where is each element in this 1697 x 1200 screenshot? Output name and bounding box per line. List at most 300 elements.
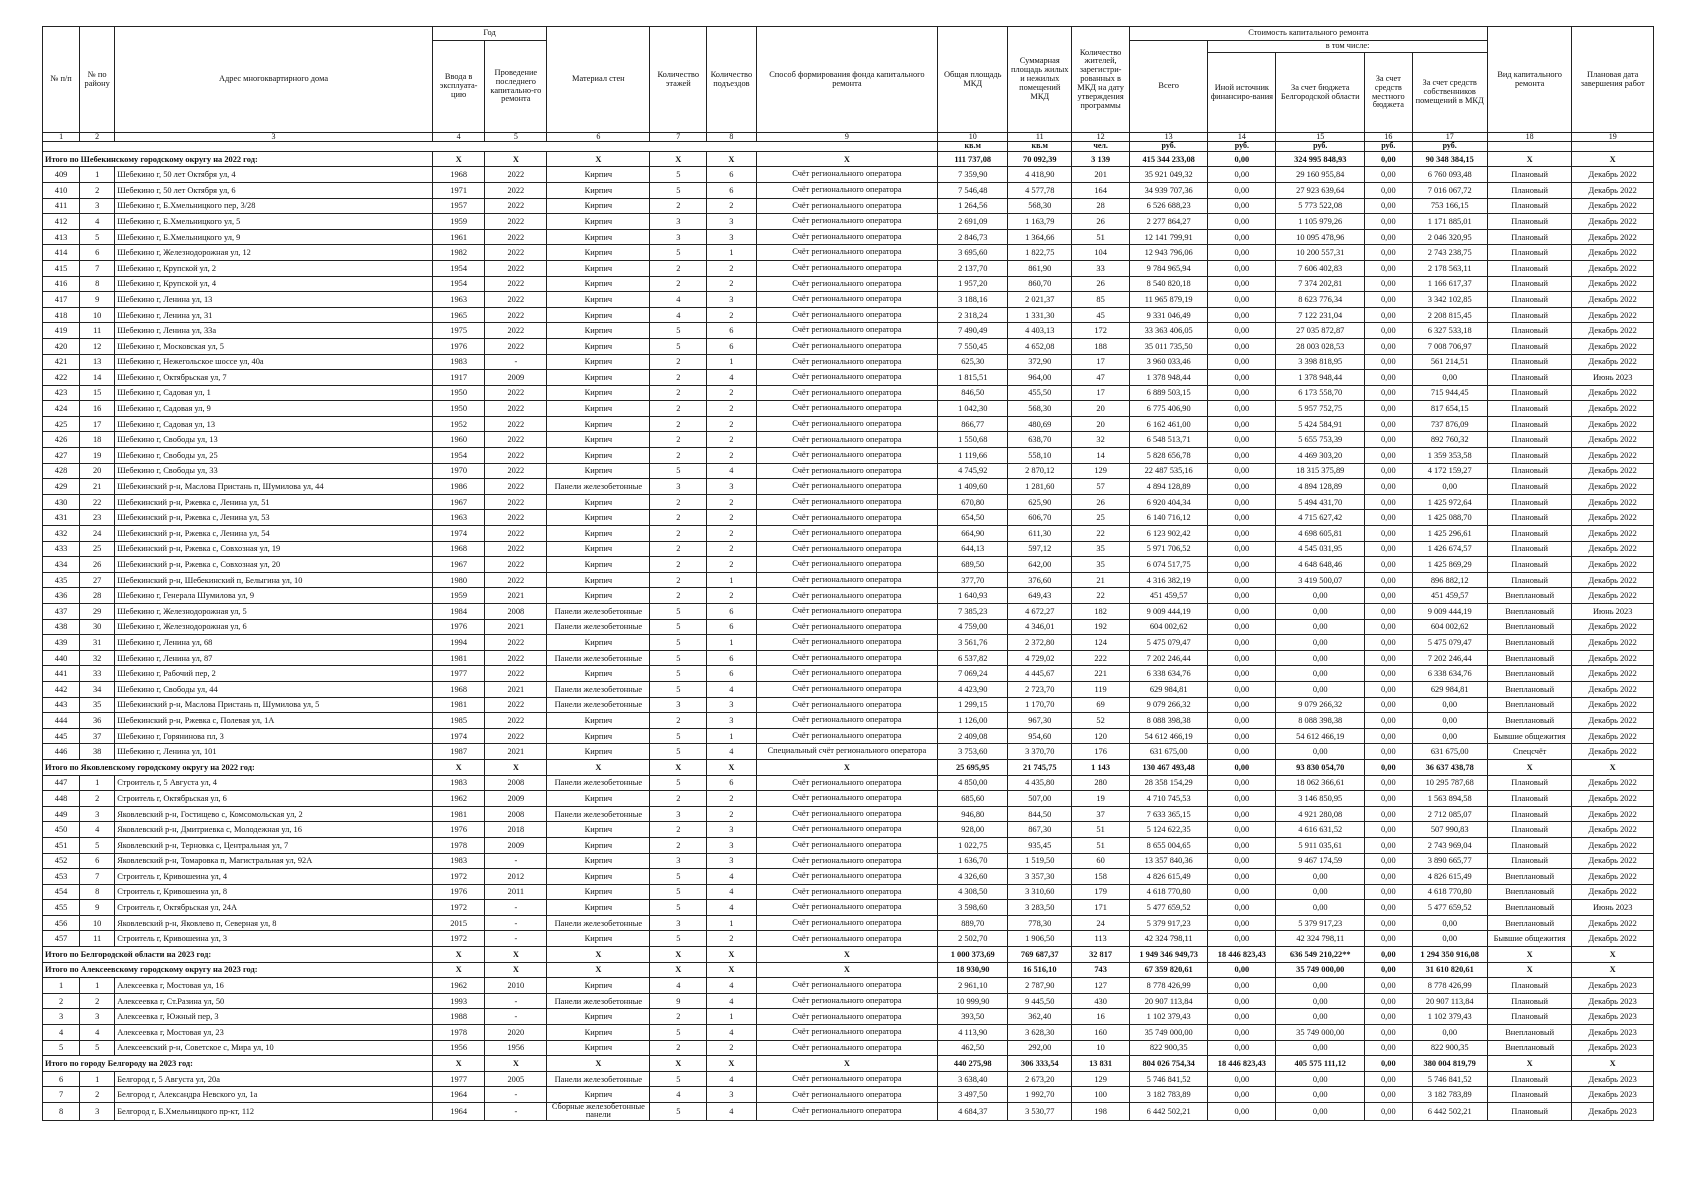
table-cell: 7 202 246,44 [1129, 650, 1207, 666]
unit-row [43, 142, 1654, 151]
table-cell: Декабрь 2022 [1572, 931, 1654, 947]
table-cell: 892 760,32 [1412, 432, 1487, 448]
table-cell: 4 698 605,81 [1276, 526, 1365, 542]
table-cell: 2 723,70 [1008, 681, 1072, 697]
table-cell: 25 [1072, 510, 1130, 526]
table-cell: 1972 [432, 869, 485, 885]
table-cell: 54 612 466,19 [1276, 728, 1365, 744]
table-cell: 844,50 [1008, 806, 1072, 822]
table-cell: 10 095 478,96 [1276, 229, 1365, 245]
table-cell: 1 [80, 775, 115, 791]
subtotal-cell: X [756, 151, 938, 167]
table-cell: 0,00 [1365, 869, 1412, 885]
table-cell: 57 [1072, 479, 1130, 495]
subtotal-cell: 67 359 820,61 [1129, 962, 1207, 978]
table-cell: 52 [1072, 713, 1130, 729]
table-cell: 0,00 [1365, 401, 1412, 417]
table-row [43, 900, 1654, 916]
table-cell: 2 502,70 [938, 931, 1008, 947]
table-cell: - [485, 853, 547, 869]
table-cell: Декабрь 2022 [1572, 557, 1654, 573]
table-cell: 3 890 665,77 [1412, 853, 1487, 869]
table-cell: 0,00 [1208, 915, 1276, 931]
table-cell: Плановый [1487, 806, 1572, 822]
table-cell: 6 140 716,12 [1129, 510, 1207, 526]
table-cell: 0,00 [1365, 557, 1412, 573]
table-cell: Яковлевский р-н, Томаровка п, Магистральная ул, 92А [115, 853, 433, 869]
table-cell: 1 957,20 [938, 276, 1008, 292]
table-cell: 9 [650, 993, 707, 1009]
table-cell: Шебекино г, Свободы ул, 13 [115, 432, 433, 448]
table-cell: 6 338 634,76 [1412, 666, 1487, 682]
table-cell: 0,00 [1276, 650, 1365, 666]
table-cell: 928,00 [938, 822, 1008, 838]
table-cell: 0,00 [1208, 292, 1276, 308]
header-year-built: Ввода в эксплуата-цию [432, 41, 485, 133]
table-cell: 36 [80, 713, 115, 729]
table-cell: 715 944,45 [1412, 385, 1487, 401]
table-cell: 2 318,24 [938, 307, 1008, 323]
table-body [43, 151, 1654, 1120]
table-cell: 0,00 [1208, 385, 1276, 401]
table-cell: Декабрь 2022 [1572, 541, 1654, 557]
table-cell: 4 [80, 1025, 115, 1041]
subtotal-cell: X [1487, 759, 1572, 775]
table-cell: 4 [707, 1103, 757, 1121]
table-cell: 119 [1072, 681, 1130, 697]
table-cell: Плановый [1487, 245, 1572, 261]
subtotal-cell: 3 139 [1072, 151, 1130, 167]
table-cell: 625,30 [938, 354, 1008, 370]
table-cell: 1967 [432, 557, 485, 573]
table-cell: Плановый [1487, 307, 1572, 323]
table-cell: 8 [80, 884, 115, 900]
table-cell: Декабрь 2022 [1572, 323, 1654, 339]
table-cell: 3 [80, 1103, 115, 1121]
table-cell: 0,00 [1208, 510, 1276, 526]
table-cell: 2009 [485, 837, 547, 853]
table-cell: 451 [43, 837, 80, 853]
table-cell: 8 088 398,38 [1129, 713, 1207, 729]
table-cell: 7 069,24 [938, 666, 1008, 682]
table-cell: 0,00 [1276, 993, 1365, 1009]
table-cell: 0,00 [1208, 1087, 1276, 1103]
table-cell: 2 [650, 526, 707, 542]
table-cell: 5 [650, 323, 707, 339]
subtotal-cell: 18 446 823,43 [1208, 947, 1276, 963]
table-cell: 1985 [432, 713, 485, 729]
table-cell: 597,12 [1008, 541, 1072, 557]
subtotal-title: Итого по Алексеевскому городскому округу на 2023 год: [43, 962, 433, 978]
table-cell: 5 477 659,52 [1412, 900, 1487, 916]
table-cell: 455 [43, 900, 80, 916]
table-cell: 415 [43, 260, 80, 276]
table-cell: 0,00 [1208, 931, 1276, 947]
table-cell: Кирпич [547, 884, 650, 900]
table-cell: 413 [43, 229, 80, 245]
table-cell: 6 [707, 182, 757, 198]
table-cell: Счёт регионального оператора [756, 276, 938, 292]
table-cell: 192 [1072, 619, 1130, 635]
table-cell: 4 759,00 [938, 619, 1008, 635]
table-cell: Счёт регионального оператора [756, 354, 938, 370]
table-cell: 3 [707, 229, 757, 245]
table-cell: 7 550,45 [938, 338, 1008, 354]
table-cell: 28 003 028,53 [1276, 338, 1365, 354]
table-cell: Шебекино г, Свободы ул, 33 [115, 463, 433, 479]
table-cell: 1963 [432, 510, 485, 526]
table-cell: 3 398 818,95 [1276, 354, 1365, 370]
table-cell: Плановый [1487, 385, 1572, 401]
table-row [43, 791, 1654, 807]
table-cell: 10 999,90 [938, 993, 1008, 1009]
table-cell: 85 [1072, 292, 1130, 308]
table-cell: 17 [80, 416, 115, 432]
table-cell: 51 [1072, 822, 1130, 838]
table-cell: 4 652,08 [1008, 338, 1072, 354]
table-cell: Кирпич [547, 588, 650, 604]
table-cell: 2 208 815,45 [1412, 307, 1487, 323]
table-cell: 2022 [485, 510, 547, 526]
table-cell: 967,30 [1008, 713, 1072, 729]
table-cell: 1994 [432, 635, 485, 651]
table-cell: 0,00 [1208, 635, 1276, 651]
table-cell: 453 [43, 869, 80, 885]
table-cell: 1 550,68 [938, 432, 1008, 448]
table-cell: 0,00 [1365, 697, 1412, 713]
table-cell: 6 760 093,48 [1412, 167, 1487, 183]
table-cell: Шебекинский р-н, Ржевка с, Совхозная ул, 19 [115, 541, 433, 557]
table-cell: Алексеевка г, Южный пер, 3 [115, 1009, 433, 1025]
table-cell: 4 [707, 900, 757, 916]
table-row [43, 370, 1654, 386]
table-cell: Шебекино г, Садовая ул, 13 [115, 416, 433, 432]
table-cell: 0,00 [1276, 681, 1365, 697]
table-cell: 292,00 [1008, 1040, 1072, 1056]
table-cell: 9 784 965,94 [1129, 260, 1207, 276]
table-cell: 4 [650, 292, 707, 308]
table-cell: 685,60 [938, 791, 1008, 807]
table-cell: 0,00 [1208, 775, 1276, 791]
table-cell: 164 [1072, 182, 1130, 198]
table-cell: Шебекино г, Свободы ул, 25 [115, 448, 433, 464]
table-cell: 188 [1072, 338, 1130, 354]
table-cell: 14 [80, 370, 115, 386]
table-cell: 425 [43, 416, 80, 432]
table-cell: 1950 [432, 401, 485, 417]
table-cell: 0,00 [1365, 915, 1412, 931]
table-cell: 3 628,30 [1008, 1025, 1072, 1041]
table-cell: Шебекинский р-н, Ржевка с, Ленина ул, 54 [115, 526, 433, 542]
table-cell: 2009 [485, 791, 547, 807]
table-cell: Счёт регионального оператора [756, 993, 938, 1009]
table-cell: Шебекинский р-н, Маслова Пристань п, Шумилова ул, 5 [115, 697, 433, 713]
table-cell: 1976 [432, 619, 485, 635]
table-cell: Декабрь 2022 [1572, 822, 1654, 838]
table-cell: 5 [650, 1025, 707, 1041]
table-cell: 2 [707, 526, 757, 542]
table-cell: 2 [707, 588, 757, 604]
table-cell: 2 [707, 931, 757, 947]
table-cell: 1917 [432, 370, 485, 386]
table-cell: Алексеевка г, Мостовая ул, 23 [115, 1025, 433, 1041]
table-cell: Кирпич [547, 510, 650, 526]
table-cell: 0,00 [1365, 635, 1412, 651]
table-cell: 437 [43, 604, 80, 620]
table-cell: 443 [43, 697, 80, 713]
table-cell: Панели железобетонные [547, 604, 650, 620]
subtotal-cell: X [707, 1056, 757, 1072]
table-cell: 2022 [485, 526, 547, 542]
column-number-cell: 2 [80, 133, 115, 142]
table-cell: 2 [650, 385, 707, 401]
table-cell: 604 002,62 [1412, 619, 1487, 635]
table-cell: Плановый [1487, 463, 1572, 479]
header-regional-budget: За счет бюджета Белгородской области [1276, 53, 1365, 133]
table-cell: 3 638,40 [938, 1071, 1008, 1087]
table-cell: 4 [80, 214, 115, 230]
table-cell: 16 [1072, 1009, 1130, 1025]
table-cell: 18 315 375,89 [1276, 463, 1365, 479]
table-cell: 0,00 [1208, 1025, 1276, 1041]
unit-cell: руб. [1365, 142, 1412, 151]
table-cell: 1954 [432, 260, 485, 276]
table-cell: 6 [707, 323, 757, 339]
unit-cell-empty [43, 142, 938, 151]
table-cell: Кирпич [547, 292, 650, 308]
table-cell: 1 042,30 [938, 401, 1008, 417]
table-cell: 23 [80, 510, 115, 526]
table-cell: 2 673,20 [1008, 1071, 1072, 1087]
subtotal-cell: 0,00 [1208, 759, 1276, 775]
table-cell: 0,00 [1412, 1025, 1487, 1041]
table-cell: 0,00 [1208, 245, 1276, 261]
table-cell: 4 618 770,80 [1412, 884, 1487, 900]
table-row [43, 697, 1654, 713]
table-cell: 0,00 [1365, 214, 1412, 230]
table-cell: 32 [1072, 432, 1130, 448]
table-cell: Счёт регионального оператора [756, 432, 938, 448]
subtotal-cell: 0,00 [1365, 151, 1412, 167]
table-cell: 1959 [432, 588, 485, 604]
table-cell: 0,00 [1208, 463, 1276, 479]
table-cell: 2 [707, 1040, 757, 1056]
table-cell: 5 [650, 900, 707, 916]
table-cell: 2022 [485, 292, 547, 308]
table-cell: Плановый [1487, 494, 1572, 510]
table-cell: 431 [43, 510, 80, 526]
subtotal-cell: X [650, 962, 707, 978]
table-cell: 5 [650, 650, 707, 666]
subtotal-cell: 0,00 [1365, 1056, 1412, 1072]
table-cell: Декабрь 2022 [1572, 260, 1654, 276]
table-row [43, 510, 1654, 526]
table-cell: 6 [707, 338, 757, 354]
subtotal-cell: 21 745,75 [1008, 759, 1072, 775]
table-cell: 4 [707, 1025, 757, 1041]
table-cell: Декабрь 2022 [1572, 666, 1654, 682]
table-cell: 2022 [485, 198, 547, 214]
table-cell: 35 [1072, 557, 1130, 573]
table-cell: 4 [707, 978, 757, 994]
unit-cell-empty [1572, 142, 1654, 151]
table-cell: Июнь 2023 [1572, 900, 1654, 916]
table-cell: Панели железобетонные [547, 806, 650, 822]
table-cell: 5 [650, 931, 707, 947]
table-cell: 172 [1072, 323, 1130, 339]
table-cell: 0,00 [1208, 666, 1276, 682]
table-cell: 4 [707, 744, 757, 760]
table-cell: Плановый [1487, 978, 1572, 994]
table-cell: Внеплановый [1487, 619, 1572, 635]
table-cell: 0,00 [1208, 713, 1276, 729]
table-cell: 3 357,30 [1008, 869, 1072, 885]
subtotal-row [43, 151, 1654, 167]
table-cell: Счёт регионального оператора [756, 775, 938, 791]
table-cell: Панели железобетонные [547, 1071, 650, 1087]
table-cell: Шебекино г, Октябрьская ул, 7 [115, 370, 433, 386]
table-cell: 631 675,00 [1129, 744, 1207, 760]
header-deadline: Плановая дата завершения работ [1572, 27, 1654, 133]
table-cell: 6 [43, 1071, 80, 1087]
table-cell: Бывшие общежития [1487, 931, 1572, 947]
subtotal-cell: 405 575 111,12 [1276, 1056, 1365, 1072]
table-cell: 2 [650, 370, 707, 386]
table-cell: 3 [707, 837, 757, 853]
table-cell: 4 715 627,42 [1276, 510, 1365, 526]
table-cell: 221 [1072, 666, 1130, 682]
table-cell: 2 [650, 541, 707, 557]
subtotal-cell: X [1572, 151, 1654, 167]
table-cell: 127 [1072, 978, 1130, 994]
table-cell: 0,00 [1365, 167, 1412, 183]
table-cell: 0,00 [1208, 354, 1276, 370]
table-cell: 2022 [485, 463, 547, 479]
subtotal-cell: X [485, 759, 547, 775]
table-cell: Яковлевский р-н, Гостищево с, Комсомольская ул, 2 [115, 806, 433, 822]
table-cell: 2008 [485, 604, 547, 620]
table-cell: 2 [80, 182, 115, 198]
table-cell: 1968 [432, 541, 485, 557]
table-cell: Внеплановый [1487, 900, 1572, 916]
table-cell: 9 467 174,59 [1276, 853, 1365, 869]
table-cell: Плановый [1487, 993, 1572, 1009]
table-cell: 2022 [485, 572, 547, 588]
table-cell: 2 787,90 [1008, 978, 1072, 994]
table-cell: 1 425 972,64 [1412, 494, 1487, 510]
table-cell: 4 921 280,08 [1276, 806, 1365, 822]
table-cell: 2 [707, 401, 757, 417]
table-cell: 31 [80, 635, 115, 651]
table-cell: Алексеевка г, Ст.Разина ул, 50 [115, 993, 433, 1009]
table-cell: Счёт регионального оператора [756, 245, 938, 261]
table-cell: 1 815,51 [938, 370, 1008, 386]
table-cell: Яковлевский р-н, Дмитриевка с, Молодежная ул, 16 [115, 822, 433, 838]
table-cell: 1 [43, 978, 80, 994]
subtotal-cell: X [1572, 962, 1654, 978]
table-cell: 3 695,60 [938, 245, 1008, 261]
table-cell: 3 310,60 [1008, 884, 1072, 900]
table-cell: 3 [80, 198, 115, 214]
table-cell: 69 [1072, 697, 1130, 713]
table-cell: 0,00 [1365, 198, 1412, 214]
table-cell: 1 102 379,43 [1412, 1009, 1487, 1025]
subtotal-cell: 306 333,54 [1008, 1056, 1072, 1072]
table-cell: Плановый [1487, 276, 1572, 292]
table-cell: Кирпич [547, 1009, 650, 1025]
table-row [43, 354, 1654, 370]
table-cell: Кирпич [547, 354, 650, 370]
table-cell: 2022 [485, 307, 547, 323]
table-cell: 446 [43, 744, 80, 760]
table-cell: Внеплановый [1487, 713, 1572, 729]
table-cell: 2022 [485, 650, 547, 666]
table-cell: Плановый [1487, 572, 1572, 588]
table-cell: 7 385,23 [938, 604, 1008, 620]
table-cell: 2022 [485, 541, 547, 557]
table-cell: Плановый [1487, 837, 1572, 853]
table-cell: 0,00 [1365, 448, 1412, 464]
table-cell: 0,00 [1365, 416, 1412, 432]
header-material: Материал стен [547, 27, 650, 133]
table-cell: Кирпич [547, 245, 650, 261]
table-cell: 411 [43, 198, 80, 214]
table-cell: 0,00 [1365, 338, 1412, 354]
table-cell: Кирпич [547, 853, 650, 869]
subtotal-title: Итого по Яковлевскому городскому округу на 2022 год: [43, 759, 433, 775]
table-cell: 2022 [485, 479, 547, 495]
table-cell: Панели железобетонные [547, 619, 650, 635]
table-cell: Внеплановый [1487, 884, 1572, 900]
table-cell: 35 749 000,00 [1129, 1025, 1207, 1041]
table-cell: 0,00 [1412, 931, 1487, 947]
table-cell: Шебекино г, Б.Хмельницкого ул, 5 [115, 214, 433, 230]
table-cell: 4 [80, 822, 115, 838]
table-cell: 1 425 088,70 [1412, 510, 1487, 526]
table-cell: 4 850,00 [938, 775, 1008, 791]
table-cell: 3 [707, 822, 757, 838]
table-cell: 5 [650, 681, 707, 697]
subtotal-cell: 1 000 373,69 [938, 947, 1008, 963]
table-cell: Шебекино г, Ленина ул, 87 [115, 650, 433, 666]
table-cell: 1980 [432, 572, 485, 588]
table-cell: 1 426 674,57 [1412, 541, 1487, 557]
table-cell: Счёт регионального оператора [756, 572, 938, 588]
table-row [43, 245, 1654, 261]
table-cell: Белгород г, Александра Невского ул, 1а [115, 1087, 433, 1103]
subtotal-row [43, 759, 1654, 775]
table-cell: 430 [1072, 993, 1130, 1009]
table-cell: 778,30 [1008, 915, 1072, 931]
table-cell: 6 920 404,34 [1129, 494, 1207, 510]
table-cell: 18 062 366,61 [1276, 775, 1365, 791]
subtotal-cell: 36 637 438,78 [1412, 759, 1487, 775]
table-row [43, 884, 1654, 900]
table-cell: 34 939 707,36 [1129, 182, 1207, 198]
table-cell: 2 [650, 198, 707, 214]
table-cell: 0,00 [1208, 728, 1276, 744]
subtotal-cell: X [650, 151, 707, 167]
table-cell: Плановый [1487, 214, 1572, 230]
table-cell: 2 [650, 588, 707, 604]
table-row [43, 1103, 1654, 1121]
table-cell: 176 [1072, 744, 1130, 760]
table-cell: Счёт регионального оператора [756, 385, 938, 401]
table-cell: 20 907 113,84 [1412, 993, 1487, 1009]
table-cell: Плановый [1487, 853, 1572, 869]
table-cell: 2008 [485, 775, 547, 791]
table-cell: 4 894 128,89 [1276, 479, 1365, 495]
